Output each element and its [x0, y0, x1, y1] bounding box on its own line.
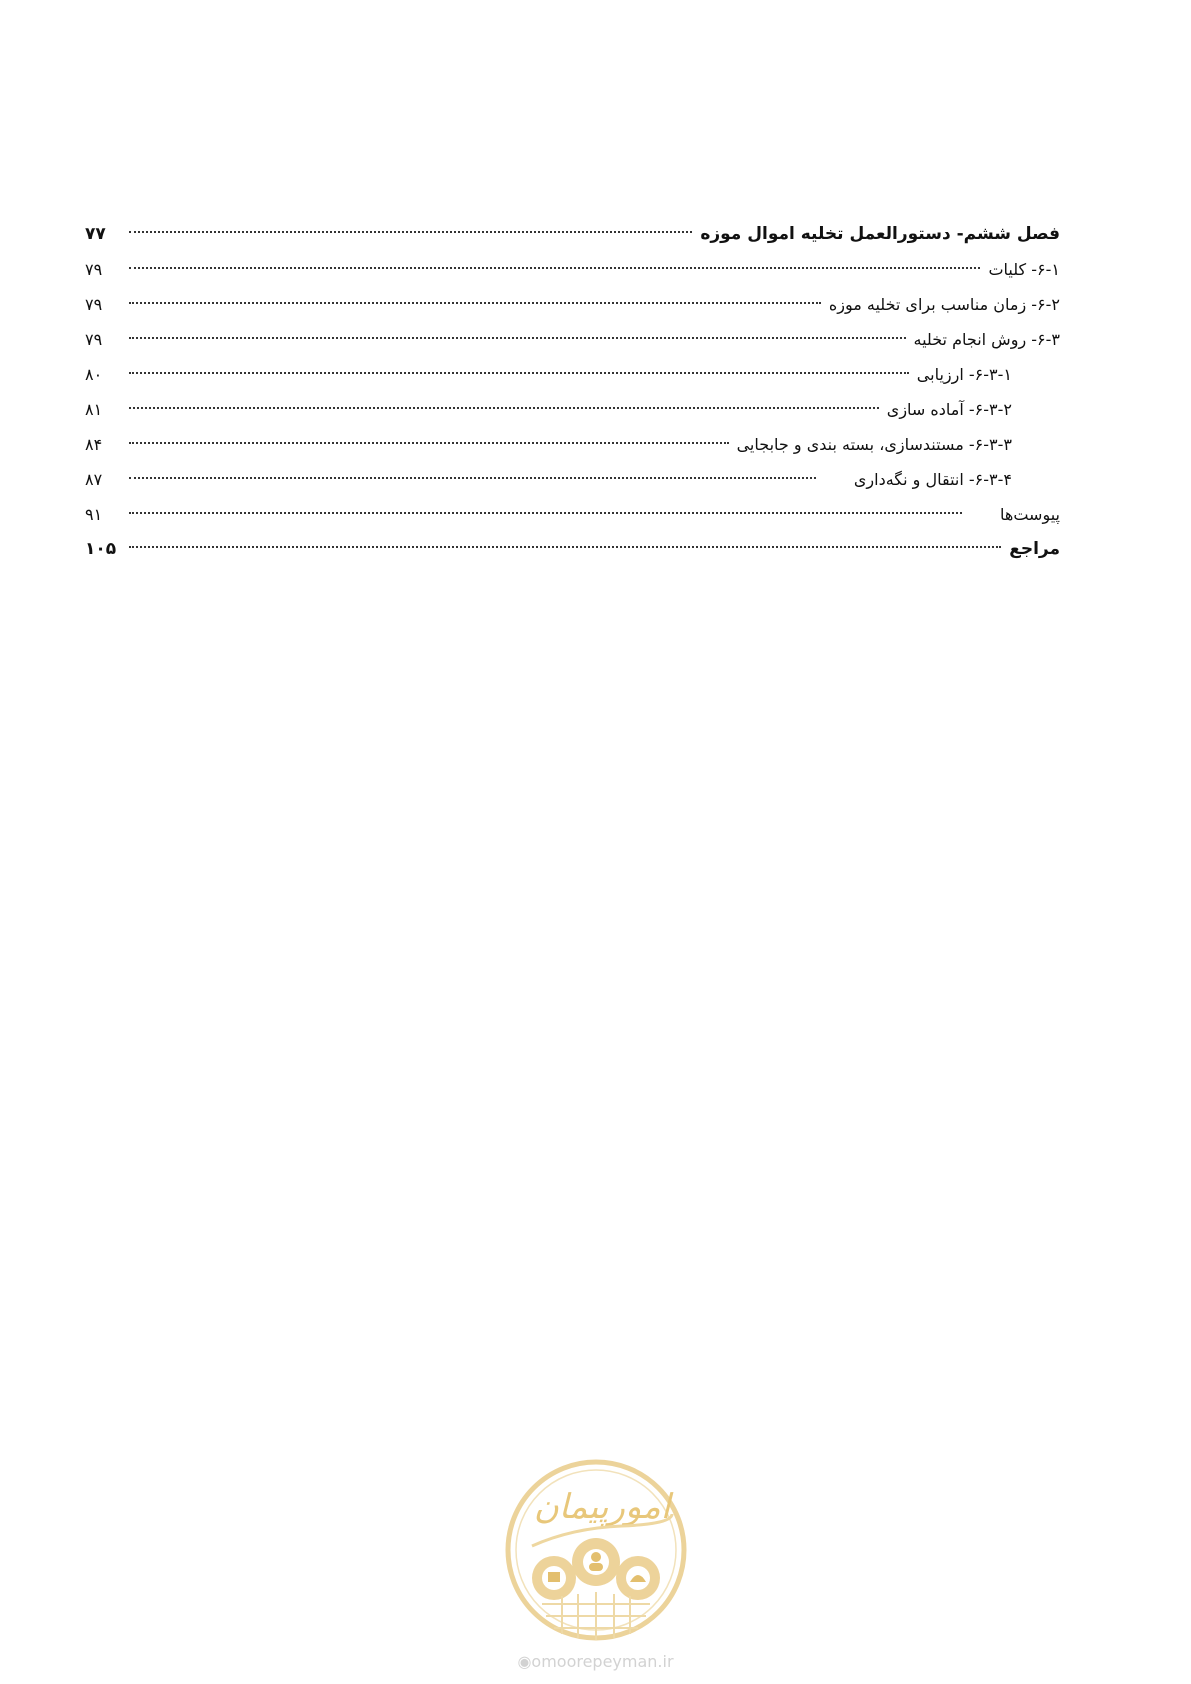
- toc-entry[interactable]: [85, 462, 1060, 497]
- toc-entry-title: مراجع: [1009, 539, 1060, 559]
- dot-leader: [129, 407, 879, 409]
- table-of-contents: [85, 217, 1060, 567]
- dot-leader: [129, 372, 909, 374]
- toc-entry-title: ۶-۳- روش انجام تخلیه: [913, 330, 1060, 349]
- toc-entry[interactable]: [85, 287, 1060, 322]
- watermark-site: [0, 1652, 1191, 1671]
- dot-leader: [129, 546, 1001, 548]
- toc-entry-title: ۶-۲- زمان مناسب برای تخلیه موزه: [828, 295, 1060, 314]
- toc-entry[interactable]: [85, 217, 1060, 252]
- toc-entry-title: فصل ششم- دستورالعمل تخلیه اموال موزه: [700, 224, 1060, 244]
- toc-entry-page: ۸۱: [85, 400, 103, 419]
- toc-entry[interactable]: [85, 392, 1060, 427]
- toc-entry[interactable]: [85, 322, 1060, 357]
- toc-entry[interactable]: [85, 532, 1060, 567]
- toc-entry-page: ۸۰: [85, 365, 103, 384]
- globe-icon: ◉: [517, 1652, 532, 1671]
- toc-entry-title: ۶-۳-۲- آماده سازی: [886, 400, 1012, 419]
- toc-entry-page: ۱۰۵: [85, 539, 117, 559]
- watermark-url: omoorepeyman.ir: [531, 1652, 674, 1671]
- toc-entry-title: ۶-۱- کلیات: [988, 260, 1060, 279]
- toc-entry[interactable]: [85, 357, 1060, 392]
- toc-entry-page: ۷۹: [85, 295, 103, 314]
- toc-entry-page: ۷۷: [85, 224, 106, 244]
- dot-leader: [129, 512, 962, 514]
- dot-leader: [129, 337, 906, 339]
- watermark-logo: [502, 1456, 690, 1644]
- toc-entry-title: ۶-۳-۳- مستندسازی، بسته بندی و جابجایی: [736, 435, 1012, 454]
- toc-entry[interactable]: [85, 497, 1060, 532]
- toc-entry-page: ۸۷: [85, 470, 103, 489]
- dot-leader: [129, 302, 821, 304]
- toc-entry[interactable]: [85, 427, 1060, 462]
- dot-leader: [129, 231, 692, 233]
- toc-entry-page: ۹۱: [85, 505, 103, 524]
- dot-leader: [129, 267, 980, 269]
- toc-entry-title: ۶-۳-۱- ارزیابی: [916, 365, 1012, 384]
- toc-entry-title: ۶-۳-۴- انتقال و نگه‌داری: [853, 470, 1012, 489]
- dot-leader: [129, 477, 816, 479]
- toc-entry-page: ۸۴: [85, 435, 103, 454]
- dot-leader: [129, 442, 729, 444]
- logo-script-text: امورپیمان: [533, 1487, 671, 1527]
- toc-entry-title: پیوست‌ها: [1000, 505, 1060, 524]
- toc-entry-page: ۷۹: [85, 260, 103, 279]
- toc-entry[interactable]: [85, 252, 1060, 287]
- toc-entry-page: ۷۹: [85, 330, 103, 349]
